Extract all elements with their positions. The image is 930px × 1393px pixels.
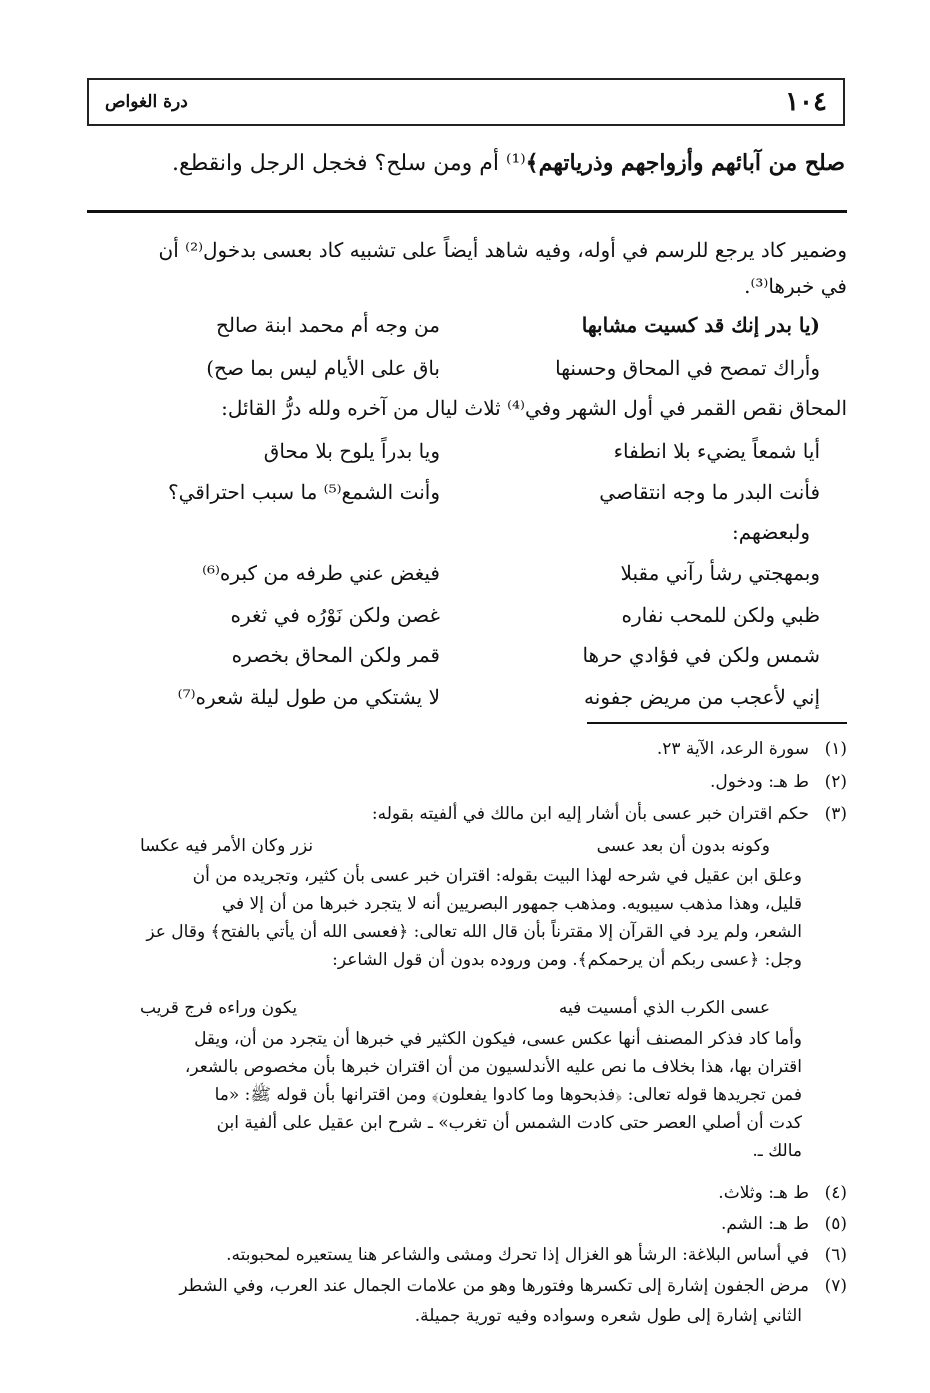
footnote-number: (٣)	[824, 804, 847, 824]
footnote-3	[87, 801, 847, 827]
footnote-text: سورة الرعد، الآية ٢٣.	[656, 739, 809, 759]
footnote-divider	[587, 722, 847, 724]
verse-line	[120, 433, 820, 469]
footnote-number: (٤)	[824, 1183, 847, 1203]
footnote-7-continuation: الثاني إشارة إلى طول شعره وسواده وفيه تورية جميلة.	[414, 1306, 802, 1326]
verse-hemistich-2: غصن ولكن نَوْرُه في ثغره	[230, 603, 440, 627]
footnote-line: اقتران بها، هذا بخلاف ما نص عليه الأندلسيون من أن اقتران خبرها بأن مخصوص بالشعر،	[184, 1057, 802, 1077]
footnote-text: ط هـ: وثلاث.	[718, 1183, 809, 1203]
verse-hemistich-1: فأنت البدر ما وجه انتقاصي	[599, 480, 820, 504]
paragraph-1-line-2: في خبرها⁽³⁾.	[744, 274, 847, 298]
verse-line	[120, 474, 820, 510]
footnote-text: ط هـ: الشم.	[721, 1214, 809, 1234]
page-header	[87, 78, 845, 126]
footnote-3-body-2	[87, 1025, 802, 1165]
verse-hemistich-2: فيغض عني طرفه من كبره⁽⁶⁾	[202, 561, 440, 585]
footnote-7	[87, 1273, 847, 1299]
footnote-text: مرض الجفون إشارة إلى تكسرها وفتورها وهو من علامات الجمال عند العرب، وفي الشطر	[179, 1276, 809, 1296]
verse-hemistich-1: إني لأعجب من مريض جفونه	[584, 685, 820, 709]
footnote-2	[87, 769, 847, 795]
footnote-line: كدت أن أصلي العصر حتى كادت الشمس أن تغرب» ـ شرح ابن عقيل على ألفية ابن	[216, 1113, 802, 1133]
footnote-line: قليل، وهذا مذهب سيبويه. ومذهب جمهور البصريين أنه لا يتجرد خبرها من أن إلا في	[221, 894, 802, 914]
verse-hemistich-1: أيا شمعاً يضيء بلا انطفاء	[613, 439, 820, 463]
top-line-rest: ⁽¹⁾ أم ومن سلح؟ فخجل الرجل وانقطع.	[172, 151, 526, 176]
footnote-4	[87, 1180, 847, 1206]
paragraph-3: ولبعضهم:	[731, 520, 810, 544]
verse-hemistich-2: وأنت الشمع⁽⁵⁾ ما سبب احتراقي؟	[167, 480, 440, 504]
footnote-line: الشعر، ولم يرد في القرآن إلا مقترناً بأن قال الله تعالى: ﴿فعسى الله أن يأتي بالفتح﴾ وقال عز	[146, 922, 802, 942]
verse-hemistich-2: لا يشتكي من طول ليلة شعره⁽⁷⁾	[177, 685, 440, 709]
paragraph-1	[87, 232, 847, 304]
footnote-verse	[140, 832, 770, 860]
verse-hemistich-1: وأراك تمصح في المحاق وحسنها	[555, 356, 820, 380]
verse-line	[120, 555, 820, 591]
footnote-line: وجل: ﴿عسى ربكم أن يرحمكم﴾. ومن وروده بدون أن قول الشاعر:	[332, 950, 802, 970]
footnote-number: (١)	[824, 739, 847, 759]
book-title: درة الغواص	[105, 92, 188, 112]
verse-hemistich-2: من وجه أم محمد ابنة صالح	[215, 313, 440, 337]
verse-hemistich-2: قمر ولكن المحاق بخصره	[231, 643, 440, 667]
verse-hemistich-1: وكونه بدون أن بعد عسى	[596, 836, 770, 856]
footnote-number: (٦)	[824, 1245, 847, 1265]
verse-hemistich-2: باق على الأيام ليس بما صح)	[206, 356, 440, 380]
verse-hemistich-1: شمس ولكن في فؤادي حرها	[582, 643, 820, 667]
footnote-5	[87, 1211, 847, 1237]
top-continuation-line	[87, 148, 845, 180]
footnote-1	[87, 736, 847, 762]
footnote-line: وأما كاد فذكر المصنف أنها عكس عسى، فيكون الكثير في خبرها أن يتجرد من أن، ويقل	[194, 1029, 802, 1049]
verse-hemistich-2: نزر وكان الأمر فيه عكسا	[140, 836, 314, 856]
footnote-number: (٢)	[824, 772, 847, 792]
page-number: ١٠٤	[785, 87, 827, 117]
footnote-line: وعلق ابن عقيل في شرحه لهذا البيت بقوله: اقتران خبر عسى بأن كثير، وتجريده من أن	[192, 866, 802, 886]
verse-hemistich-1: ظبي ولكن للمحب نفاره	[621, 603, 820, 627]
section-divider	[87, 210, 847, 213]
verse-line	[120, 307, 820, 343]
paragraph-1-line-1: وضمير كاد يرجع للرسم في أوله، وفيه شاهد أيضاً على تشبيه كاد بعسى بدخول⁽²⁾ أن	[158, 238, 847, 262]
footnote-number: (٧)	[824, 1276, 847, 1296]
paragraph-2: المحاق نقص القمر في أول الشهر وفي⁽⁴⁾ ثلاث ليال من آخره ولله درُّ القائل:	[221, 396, 847, 420]
quran-quote: صلح من آبائهم وأزواجهم وذرياتهم﴾	[525, 150, 845, 176]
verse-line	[120, 350, 820, 386]
verse-line	[120, 597, 820, 633]
footnote-3-body	[87, 862, 802, 974]
footnote-text: حكم اقتران خبر عسى بأن أشار إليه ابن مالك في ألفيته بقوله:	[371, 804, 809, 824]
footnote-6	[87, 1242, 847, 1268]
footnote-text: ط هـ: ودخول.	[709, 772, 809, 792]
verse-hemistich-1: وبمهجتي رشأ رآني مقبلا	[620, 561, 820, 585]
footnote-number: (٥)	[824, 1214, 847, 1234]
footnote-text: في أساس البلاغة: الرشأ هو الغزال إذا تحرك ومشى والشاعر هنا يستعيره لمحبوبته.	[226, 1245, 809, 1265]
verse-hemistich-1: عسى الكرب الذي أمسيت فيه	[558, 998, 770, 1018]
verse-hemistich-2: ويا بدراً يلوح بلا محاق	[263, 439, 440, 463]
footnote-line: فمن تجريدها قوله تعالى: ﴿فذبحوها وما كادوا يفعلون﴾ ومن اقترانها بأن قوله ﷺ: «ما	[214, 1085, 802, 1105]
footnote-verse	[140, 994, 770, 1022]
footnote-line: مالك ـ.	[752, 1141, 802, 1161]
verse-hemistich-2: يكون وراءه فرج قريب	[140, 998, 298, 1018]
verse-line	[120, 679, 820, 715]
verse-hemistich-1: (يا بدر إنك قد كسيت مشابها	[581, 313, 820, 337]
verse-line	[120, 637, 820, 673]
